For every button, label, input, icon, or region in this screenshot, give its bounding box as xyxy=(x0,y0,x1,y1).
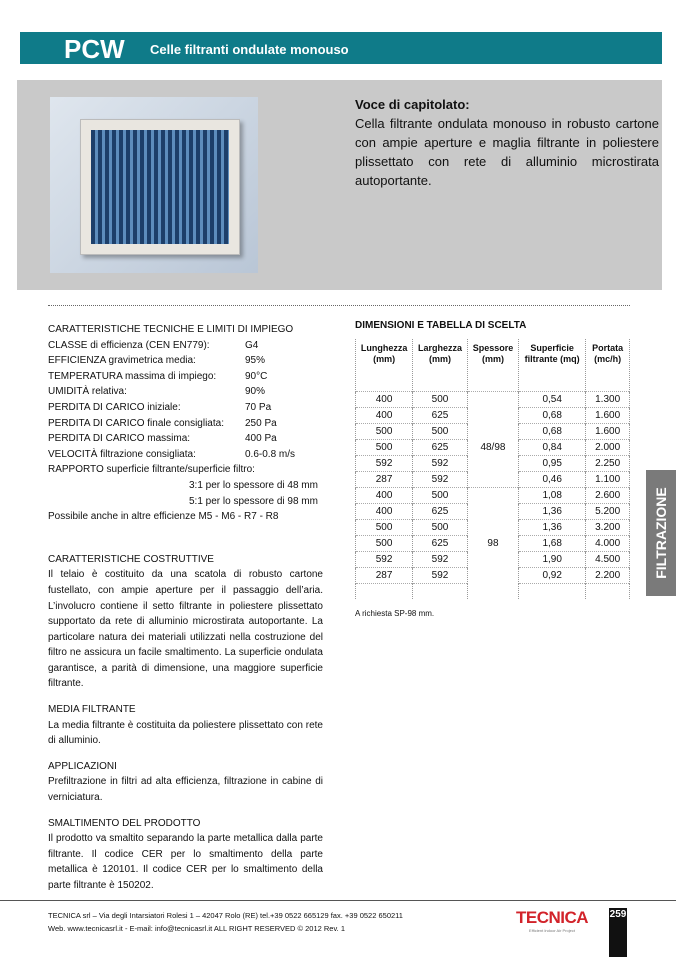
left-column xyxy=(48,322,323,904)
table-cell: 500 xyxy=(356,423,413,439)
table-cell: 592 xyxy=(413,455,468,471)
spec-value: 95% xyxy=(245,355,266,367)
table-row xyxy=(356,407,630,423)
table-cell: 592 xyxy=(356,551,413,567)
table-cell: 0,68 xyxy=(519,407,586,423)
spec-row xyxy=(48,369,323,385)
table-row xyxy=(356,487,630,503)
section-title: MEDIA FILTRANTE xyxy=(48,704,136,716)
table-cell xyxy=(467,407,518,423)
table-cell: 500 xyxy=(413,391,468,407)
specs-title: CARATTERISTICHE TECNICHE E LIMITI DI IMPIEGO xyxy=(48,324,294,335)
spacer xyxy=(48,749,323,759)
tecnica-logo xyxy=(516,908,588,933)
ratio-title: RAPPORTO superficie filtrante/superficie filtro: xyxy=(48,464,255,476)
footer-contacts: Web. www.tecnicasrl.it - E-mail: info@tecnicasrl.it ALL RIGHT RESERVED © 2012 Rev. 1 xyxy=(48,924,345,933)
table-cell: 4.500 xyxy=(586,551,630,567)
spec-label: CLASSE di efficienza (CEN EN779): xyxy=(48,339,210,351)
table-cell: 625 xyxy=(413,439,468,455)
spec-value: 400 Pa xyxy=(245,433,277,445)
table-cell: 0,46 xyxy=(519,471,586,487)
table-cell: 500 xyxy=(356,439,413,455)
table-cell: 2.000 xyxy=(586,439,630,455)
product-subtitle: Celle filtranti ondulate monouso xyxy=(150,42,349,57)
column-header: Larghezza (mm) xyxy=(413,339,468,391)
table-cell: 5.200 xyxy=(586,503,630,519)
table-row xyxy=(356,423,630,439)
divider xyxy=(48,305,630,306)
table-cell: 400 xyxy=(356,487,413,503)
table-cell xyxy=(586,583,630,599)
table-cell: 1,08 xyxy=(519,487,586,503)
table-cell: 98 xyxy=(467,535,518,551)
table-cell: 1.100 xyxy=(586,471,630,487)
ratio-98: 5:1 per lo spessore di 98 mm xyxy=(189,495,318,507)
table-cell: 2.600 xyxy=(586,487,630,503)
spacer xyxy=(48,692,323,702)
table-cell xyxy=(467,583,518,599)
section-text: Il telaio è costituito da una scatola di robusto cartone fustellato, con ampie aperture per il passaggio dell’aria. L’involucro contiene il setto filtrante in poliestere plissettato supportato da rete di alluminio microstirata autoportante. La particolare natura dei materiali utilizzati nella costruzione del filtro ne assicura un facile smaltimento. La superficie ondulata garantisce, a parità di dimensione, una maggiore superficie filtrante. xyxy=(48,569,323,690)
table-cell: 500 xyxy=(356,519,413,535)
spec-row xyxy=(48,447,323,463)
spacer xyxy=(48,894,323,904)
spec-row xyxy=(48,384,323,400)
table-cell xyxy=(413,583,468,599)
spec-label: PERDITA DI CARICO massima: xyxy=(48,433,191,445)
footer-address: TECNICA srl – Via degli Intarsiatori Rolesi 1 – 42047 Rolo (RE) tel.+39 0522 665129 fax. +39 0522 650211 xyxy=(48,911,403,920)
voce-body: Cella filtrante ondulata monouso in robusto cartone con ampie aperture e maglia filtrante in poliestere plissettato con rete di alluminio microstirata autoportante. xyxy=(355,116,659,188)
table-cell: 287 xyxy=(356,567,413,583)
spec-row xyxy=(48,416,323,432)
table-cell: 1.600 xyxy=(586,407,630,423)
footer-rule xyxy=(0,900,676,901)
column-header: Spessore (mm) xyxy=(467,339,518,391)
table-cell: 592 xyxy=(413,471,468,487)
product-photo xyxy=(50,97,258,273)
spec-label: TEMPERATURA massima di impiego: xyxy=(48,370,217,382)
spec-value: 90% xyxy=(245,386,266,398)
column-header: Lunghezza (mm) xyxy=(356,339,413,391)
table-cell: 1,68 xyxy=(519,535,586,551)
table-cell: 500 xyxy=(356,535,413,551)
spec-label: VELOCITÀ filtrazione consigliata: xyxy=(48,448,196,460)
section-title: APPLICAZIONI xyxy=(48,760,117,772)
table-row xyxy=(356,519,630,535)
section-tab-label: FILTRAZIONE xyxy=(653,487,669,579)
column-header: Superficie filtrante (mq) xyxy=(519,339,586,391)
specification-text xyxy=(355,95,659,190)
table-cell: 1,90 xyxy=(519,551,586,567)
table-row xyxy=(356,567,630,583)
voce-title: Voce di capitolato: xyxy=(355,97,470,112)
table-row xyxy=(356,551,630,567)
table-cell: 400 xyxy=(356,407,413,423)
title-bar xyxy=(20,32,662,64)
table-cell: 400 xyxy=(356,503,413,519)
table-cell xyxy=(467,455,518,471)
page-number: 259 xyxy=(609,908,627,957)
table-note: A richiesta SP-98 mm. xyxy=(355,609,435,618)
table-row xyxy=(356,583,630,599)
spec-row xyxy=(48,400,323,416)
table-cell: 0,92 xyxy=(519,567,586,583)
spec-label: EFFICIENZA gravimetrica media: xyxy=(48,355,196,367)
logo-tagline: Efficient Indoor Air Project xyxy=(529,928,575,933)
table-cell xyxy=(356,583,413,599)
section-title: SMALTIMENTO DEL PRODOTTO xyxy=(48,817,201,829)
table-cell: 1.300 xyxy=(586,391,630,407)
footer xyxy=(48,909,403,935)
table-row xyxy=(356,391,630,407)
table-cell: 625 xyxy=(413,503,468,519)
table-cell: 592 xyxy=(356,455,413,471)
section-title: CARATTERISTICHE COSTRUTTIVE xyxy=(48,553,214,565)
table-cell xyxy=(467,391,518,407)
table-cell: 1,36 xyxy=(519,519,586,535)
table-cell: 2.250 xyxy=(586,455,630,471)
table-cell: 625 xyxy=(413,407,468,423)
spec-value: 250 Pa xyxy=(245,417,277,429)
table-cell: 592 xyxy=(413,567,468,583)
selection-table xyxy=(355,320,630,618)
table-cell: 2.200 xyxy=(586,567,630,583)
spec-value: 0.6-0.8 m/s xyxy=(245,448,296,460)
column-header: Portata (mc/h) xyxy=(586,339,630,391)
spec-value: G4 xyxy=(245,339,259,351)
table-cell xyxy=(467,423,518,439)
table-cell: 500 xyxy=(413,519,468,535)
table-cell: 0,68 xyxy=(519,423,586,439)
table-title: DIMENSIONI E TABELLA DI SCELTA xyxy=(355,320,527,331)
spec-label: PERDITA DI CARICO iniziale: xyxy=(48,401,181,413)
table-cell: 1.600 xyxy=(586,423,630,439)
table-row xyxy=(356,471,630,487)
table-cell: 625 xyxy=(413,535,468,551)
table-cell: 0,54 xyxy=(519,391,586,407)
table-row xyxy=(356,439,630,455)
spacer xyxy=(48,806,323,816)
table-cell xyxy=(467,471,518,487)
table-cell xyxy=(467,551,518,567)
table-cell: 0,84 xyxy=(519,439,586,455)
table-row xyxy=(356,503,630,519)
table-cell xyxy=(467,519,518,535)
table-cell: 48/98 xyxy=(467,439,518,455)
table-cell: 4.000 xyxy=(586,535,630,551)
spec-row xyxy=(48,338,323,354)
table-row xyxy=(356,455,630,471)
table-cell: 500 xyxy=(413,423,468,439)
spec-value: 90°C xyxy=(245,370,268,382)
logo-text: TECNICA xyxy=(516,908,589,927)
section-tab xyxy=(646,470,676,596)
table-cell xyxy=(467,487,518,503)
product-code: PCW xyxy=(64,34,125,64)
section-text: Prefiltrazione in filtri ad alta efficienza, filtrazione in cabine di verniciatura. xyxy=(48,776,323,804)
table-row xyxy=(356,535,630,551)
table-cell: 500 xyxy=(413,487,468,503)
table-cell xyxy=(467,567,518,583)
ratio-48: 3:1 per lo spessore di 48 mm xyxy=(189,479,318,491)
table-cell xyxy=(519,583,586,599)
spec-label: UMIDITÀ relativa: xyxy=(48,386,127,398)
other-efficiencies: Possibile anche in altre efficienze M5 - M6 - R7 - R8 xyxy=(48,511,279,523)
table-cell xyxy=(467,503,518,519)
table-cell: 287 xyxy=(356,471,413,487)
table-cell: 592 xyxy=(413,551,468,567)
table-cell: 3.200 xyxy=(586,519,630,535)
section-text: Il prodotto va smaltito separando la parte metallica dalla parte filtrante. Il codice CER per lo smaltimento della parte metallica è 120101. Il codice CER per lo smaltimento della parte filtrante è 150202. xyxy=(48,833,323,891)
table-cell: 0,95 xyxy=(519,455,586,471)
section-text: La media filtrante è costituita da poliestere plissettato con rete di alluminio. xyxy=(48,719,323,747)
spec-row xyxy=(48,353,323,369)
spec-row xyxy=(48,431,323,447)
spec-value: 70 Pa xyxy=(245,401,272,413)
table-cell: 1,36 xyxy=(519,503,586,519)
table-cell: 400 xyxy=(356,391,413,407)
spec-label: PERDITA DI CARICO finale consigliata: xyxy=(48,417,224,429)
